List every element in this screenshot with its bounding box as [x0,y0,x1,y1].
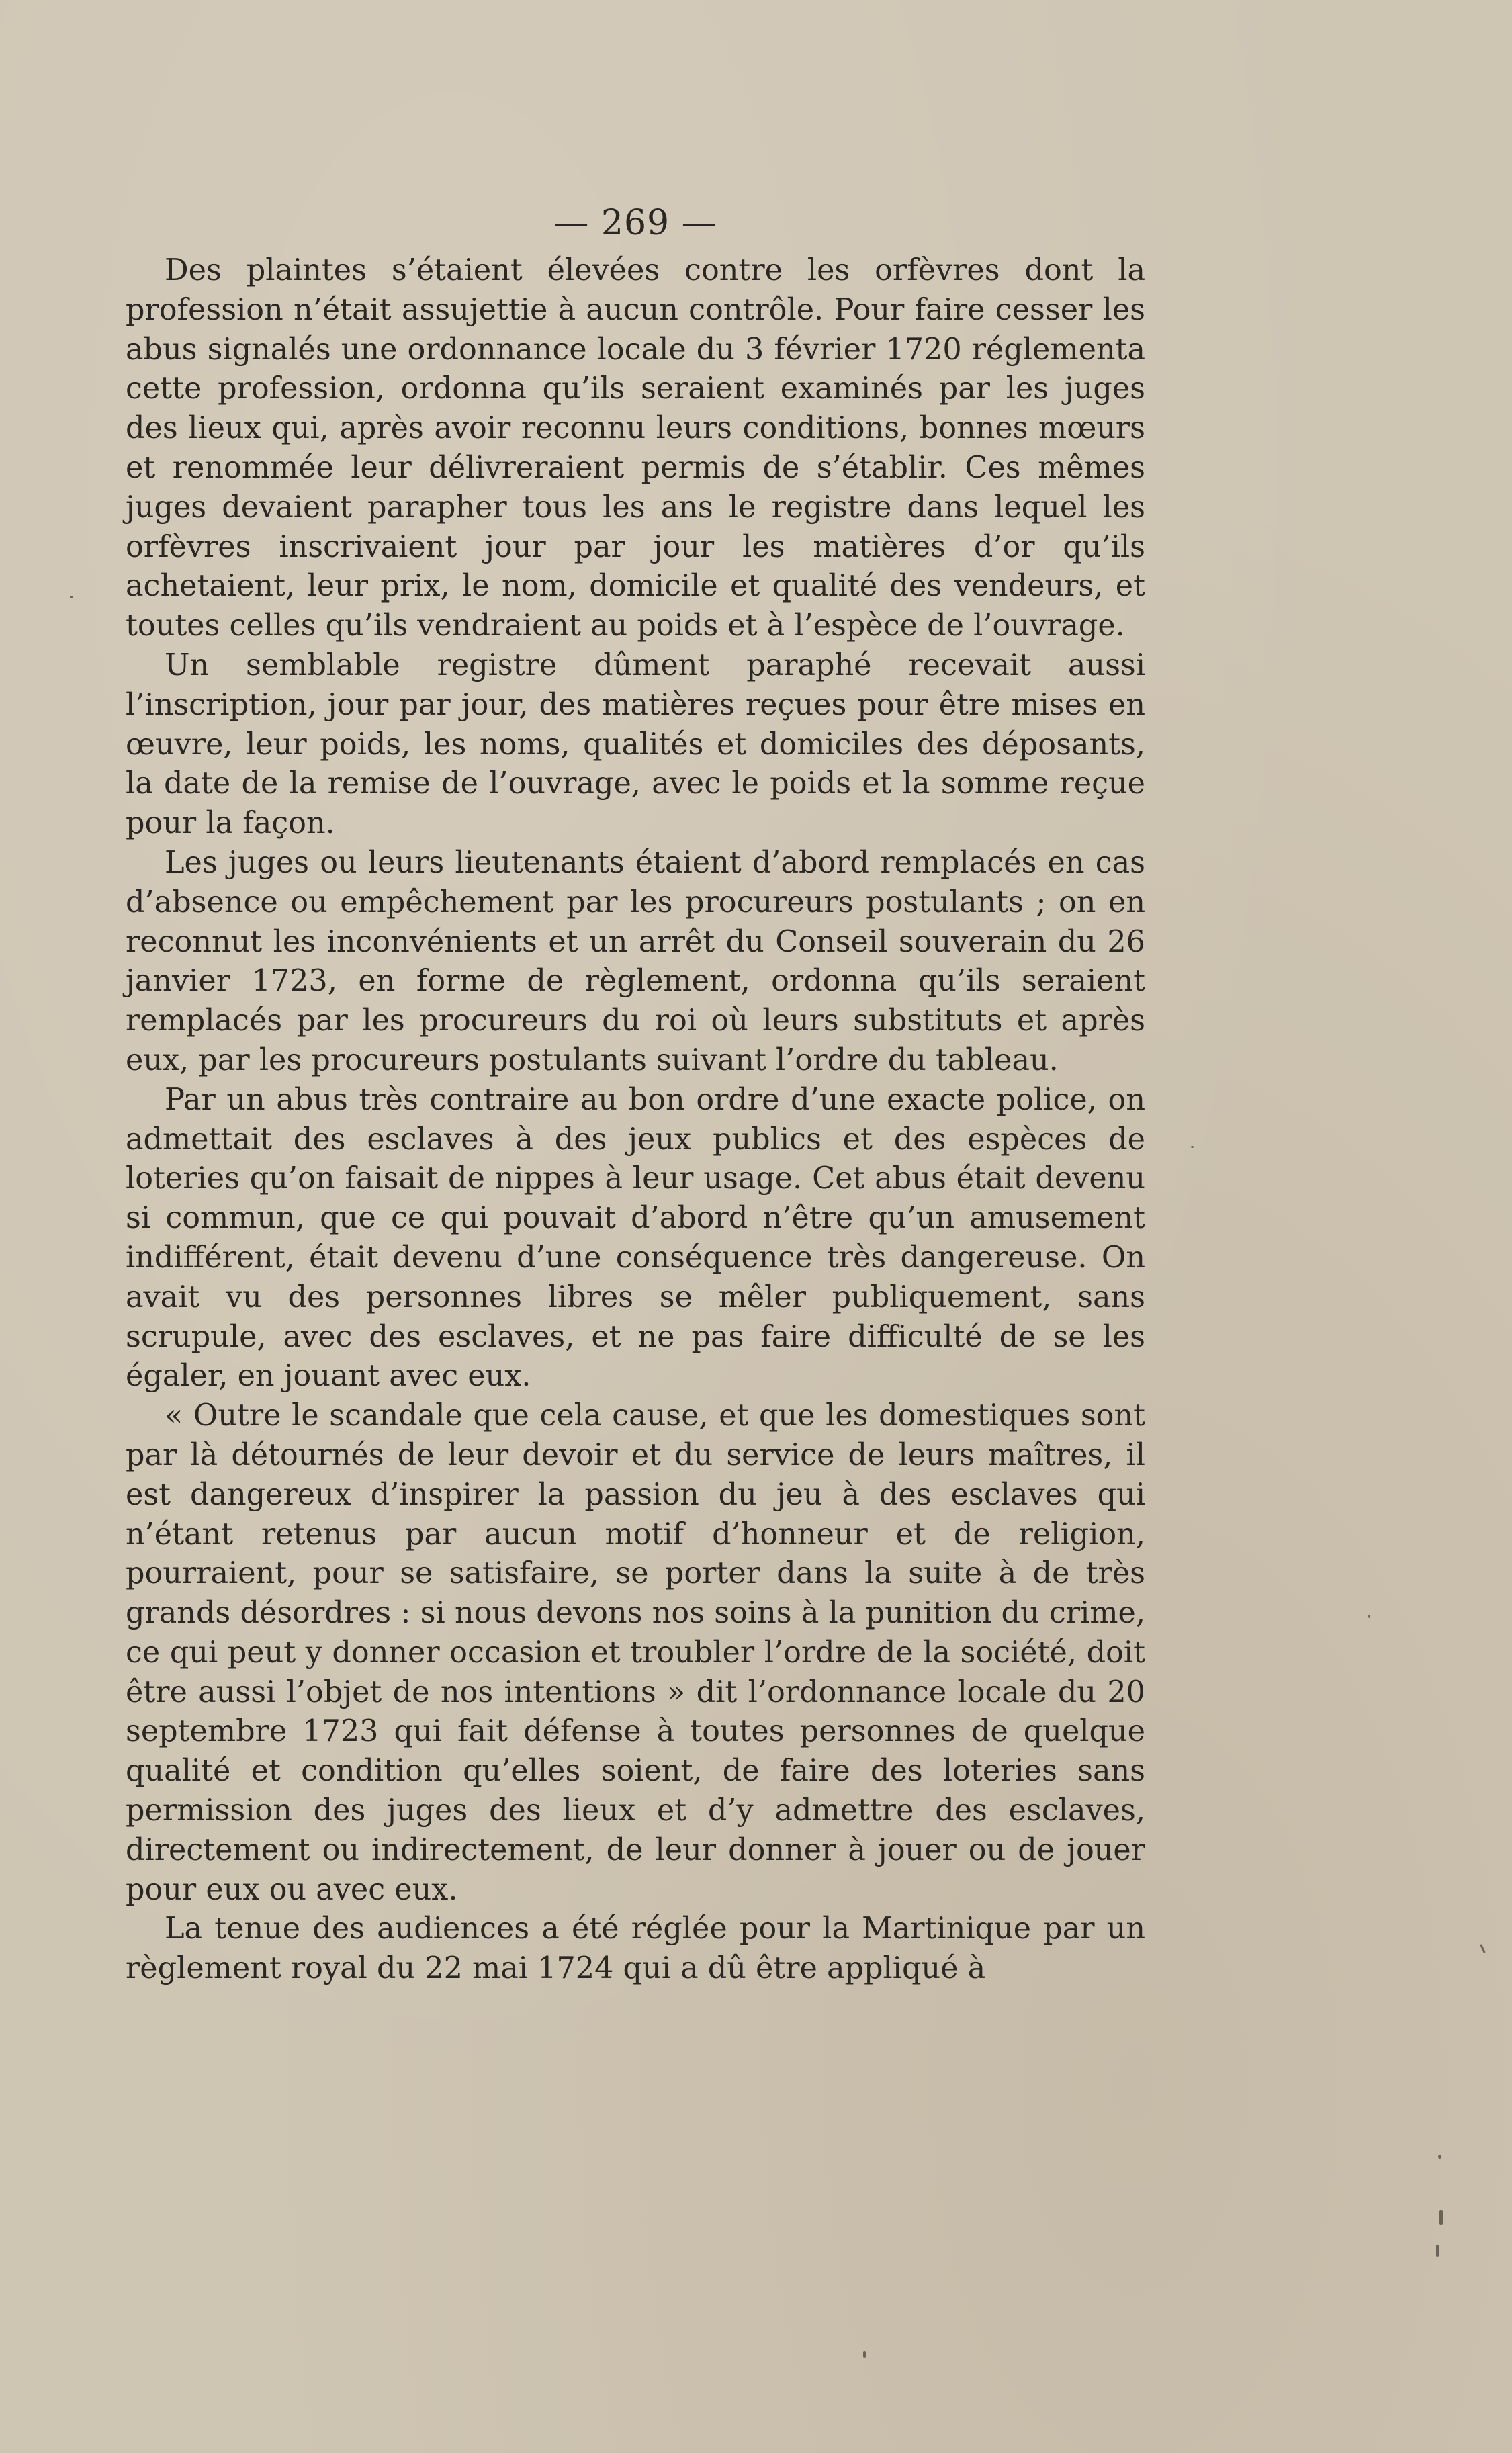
paper-speck [1439,2210,1443,2225]
paragraph-esclaves-jeux: Par un abus très contraire au bon ordre d’une exacte police, on admettait des esclaves à des jeux publics et des espèces de loteries qu’on faisait de nippes à leur usage. Cet abus était devenu si commun, que ce qui pouvait d’abord n’être qu’un amusement indifférent, était devenu d’une conséquence très dangereuse. On avait vu des personnes libres se mêler publiquement, sans scrupule, avec des esclaves, et ne pas faire difficulté de se les égaler, en jouant avec eux. [126,1082,1145,1394]
paragraph-orfevres: Des plaintes s’étaient élevées contre les orfèvres dont la profession n’était assujettie à aucun contrôle. Pour faire cesser les abus signalés une ordonnance locale du 3 février 1720 réglementa cette profession, ordonna qu’ils seraient examinés par les juges des lieux qui, après avoir reconnu leurs conditions, bonnes mœurs et renommée leur délivreraient permis de s’établir. Ces mêmes juges devaient parapher tous les ans le registre dans lequel les orfèvres inscrivaient jour par jour les matières d’or qu’ils achetaient, leur prix, le nom, domicile et qualité des vendeurs, et toutes celles qu’ils vendraient au poids et à l’espèce de l’ouvrage. [126,253,1145,643]
paragraph-juges: Les juges ou leurs lieutenants étaient d’abord remplacés en cas d’absence ou empêchement par les procureurs postulants ; on en reconnut les inconvénients et un arrêt du Conseil souverain du 26 janvier 1723, en forme de règlement, ordonna qu’ils seraient remplacés par les procureurs du roi où leurs substituts et après eux, par les procureurs postulants suivant l’ordre du tableau. [126,845,1145,1077]
paper-speck [70,596,73,598]
page-number: — 269 — [553,203,717,243]
paper-speck [1438,2155,1441,2159]
paragraph-registre: Un semblable registre dûment paraphé recevait aussi l’inscription, jour par jour, des matières reçues pour être mises en œuvre, leur poids, les noms, qualités et domiciles des déposants, la date de la remise de l’ouvrage, avec le poids et la somme reçue pour la façon. [126,648,1145,841]
paper-speck [863,2351,866,2358]
paragraph-audiences: La tenue des audiences a été réglée pour la Martinique par un règlement royal du 22 mai 1724 qui a dû être appliqué à [126,1912,1145,1986]
paragraph-ordonnance-quote: « Outre le scandale que cela cause, et que les domestiques sont par là détournés de leur devoir et du service de leurs maîtres, il est dangereux d’inspirer la passion du jeu à des esclaves qui n’étant retenus par aucun motif d’honneur et de religion, pourraient, pour se satisfaire, se porter dans la suite à de très grands désordres : si nous devons nos soins à la punition du crime, ce qui peut y donner occasion et troubler l’ordre de la société, doit être aussi l’objet de nos intentions » dit l’ordonnance locale du 20 septembre 1723 qui fait défense à toutes personnes de quelque qualité et condition qu’elles soient, de faire des loteries sans permission des juges des lieux et d’y admettre des esclaves, directement ou indirectement, de leur donner à jouer ou de jouer pour eux ou avec eux. [126,1398,1145,1907]
paper-speck [1368,1615,1370,1618]
paper-speck [1480,1944,1486,1953]
paper-speck [1191,1146,1194,1148]
paper-speck [1436,2245,1439,2257]
page-text-block [126,203,1145,1989]
